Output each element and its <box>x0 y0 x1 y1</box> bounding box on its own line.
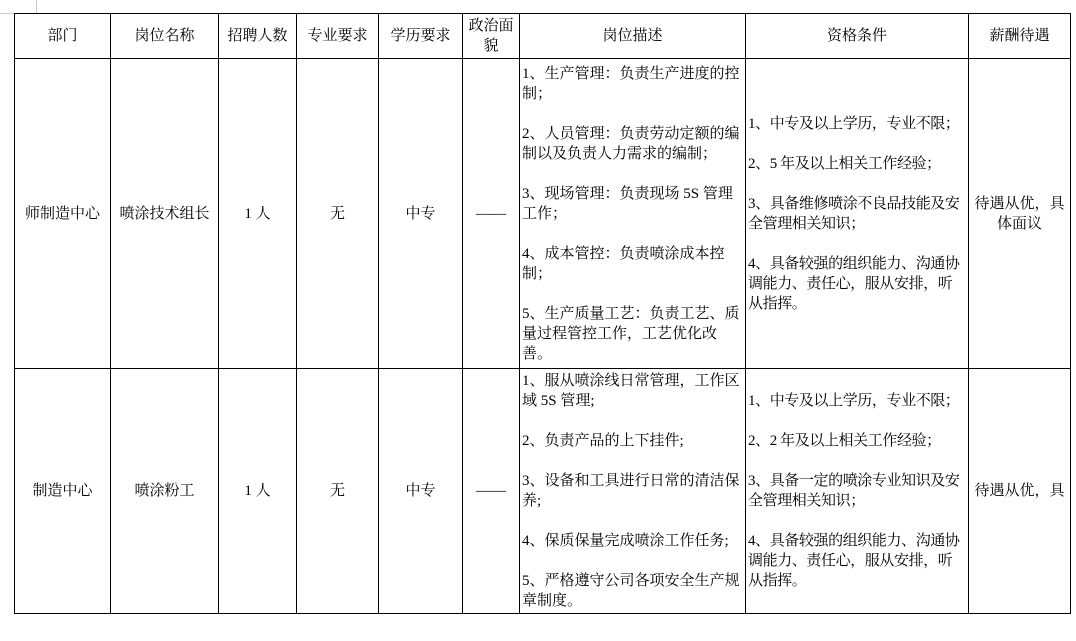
list-paragraph: 3、具备维修喷涂不良品技能及安全管理相关知识； <box>748 195 960 232</box>
cell-salary: 待遇从优，具 <box>969 369 1071 614</box>
cell-major-requirement: 无 <box>297 369 379 614</box>
list-paragraph: 3、现场管理：负责现场 5S 管理工作； <box>522 185 733 222</box>
cell-qualifications <box>746 59 969 369</box>
list-paragraph: 4、具备较强的组织能力、沟通协调能力、责任心，服从安排，听从指挥。 <box>748 533 960 589</box>
header-job-description: 岗位描述 <box>520 14 746 59</box>
list-paragraph: 5、严格遵守公司各项安全生产规章制度。 <box>522 573 740 609</box>
crop-remnant-horizontal-line <box>0 13 15 14</box>
cell-department: 师制造中心 <box>15 59 111 369</box>
cell-job-description <box>520 59 746 369</box>
list-paragraph: 1、中专及以上学历，专业不限； <box>748 115 960 132</box>
header-major-requirement: 专业要求 <box>297 14 379 59</box>
list-paragraph: 2、2 年及以上相关工作经验； <box>748 433 941 449</box>
list-paragraph: 1、中专及以上学历，专业不限； <box>748 393 960 409</box>
header-political-status: 政治面貌 <box>463 14 520 59</box>
header-salary: 薪酬待遇 <box>969 14 1071 59</box>
header-position-name: 岗位名称 <box>111 14 219 59</box>
header-qualifications: 资格条件 <box>746 14 969 59</box>
list-paragraph: 2、负责产品的上下挂件; <box>522 433 684 449</box>
list-paragraph: 1、服从喷涂线日常管理，工作区域 5S 管理; <box>522 373 740 409</box>
cell-salary: 待遇从优，具体面议 <box>969 59 1071 369</box>
cell-headcount: 1 人 <box>219 59 297 369</box>
list-paragraph: 4、成本管控：负责喷涂成本控制； <box>522 245 725 282</box>
list-paragraph: 3、具备一定的喷涂专业知识及安全管理相关知识； <box>748 473 960 509</box>
header-education-requirement: 学历要求 <box>379 14 463 59</box>
list-paragraph: 4、保质保量完成喷涂工作任务; <box>522 533 729 549</box>
cell-political-status: —— <box>463 59 520 369</box>
cell-position-name: 喷涂粉工 <box>111 369 219 614</box>
table-row <box>15 59 1071 369</box>
cell-education-requirement: 中专 <box>379 369 463 614</box>
crop-remnant-vertical-line <box>36 0 37 13</box>
cell-position-name: 喷涂技术组长 <box>111 59 219 369</box>
list-paragraph: 2、5 年及以上相关工作经验； <box>748 155 941 172</box>
list-paragraph: 1、生产管理：负责生产进度的控制； <box>522 65 740 102</box>
cell-education-requirement: 中专 <box>379 59 463 369</box>
cell-job-description <box>520 369 746 614</box>
cell-major-requirement: 无 <box>297 59 379 369</box>
list-paragraph: 4、具备较强的组织能力、沟通协调能力、责任心，服从安排，听从指挥。 <box>748 255 960 312</box>
cell-qualifications <box>746 369 969 614</box>
header-department: 部门 <box>15 14 111 59</box>
table-row <box>15 369 1071 614</box>
cell-political-status: —— <box>463 369 520 614</box>
cell-department: 制造中心 <box>15 369 111 614</box>
cell-headcount: 1 人 <box>219 369 297 614</box>
header-row <box>15 14 1071 59</box>
recruitment-table <box>14 13 1071 614</box>
list-paragraph: 5、生产质量工艺：负责工艺、质量过程管控工作，工艺优化改善。 <box>522 305 740 362</box>
list-paragraph: 2、人员管理：负责劳动定额的编制以及负责人力需求的编制； <box>522 125 740 162</box>
list-paragraph: 3、设备和工具进行日常的清洁保养; <box>522 473 740 509</box>
header-headcount: 招聘人数 <box>219 14 297 59</box>
